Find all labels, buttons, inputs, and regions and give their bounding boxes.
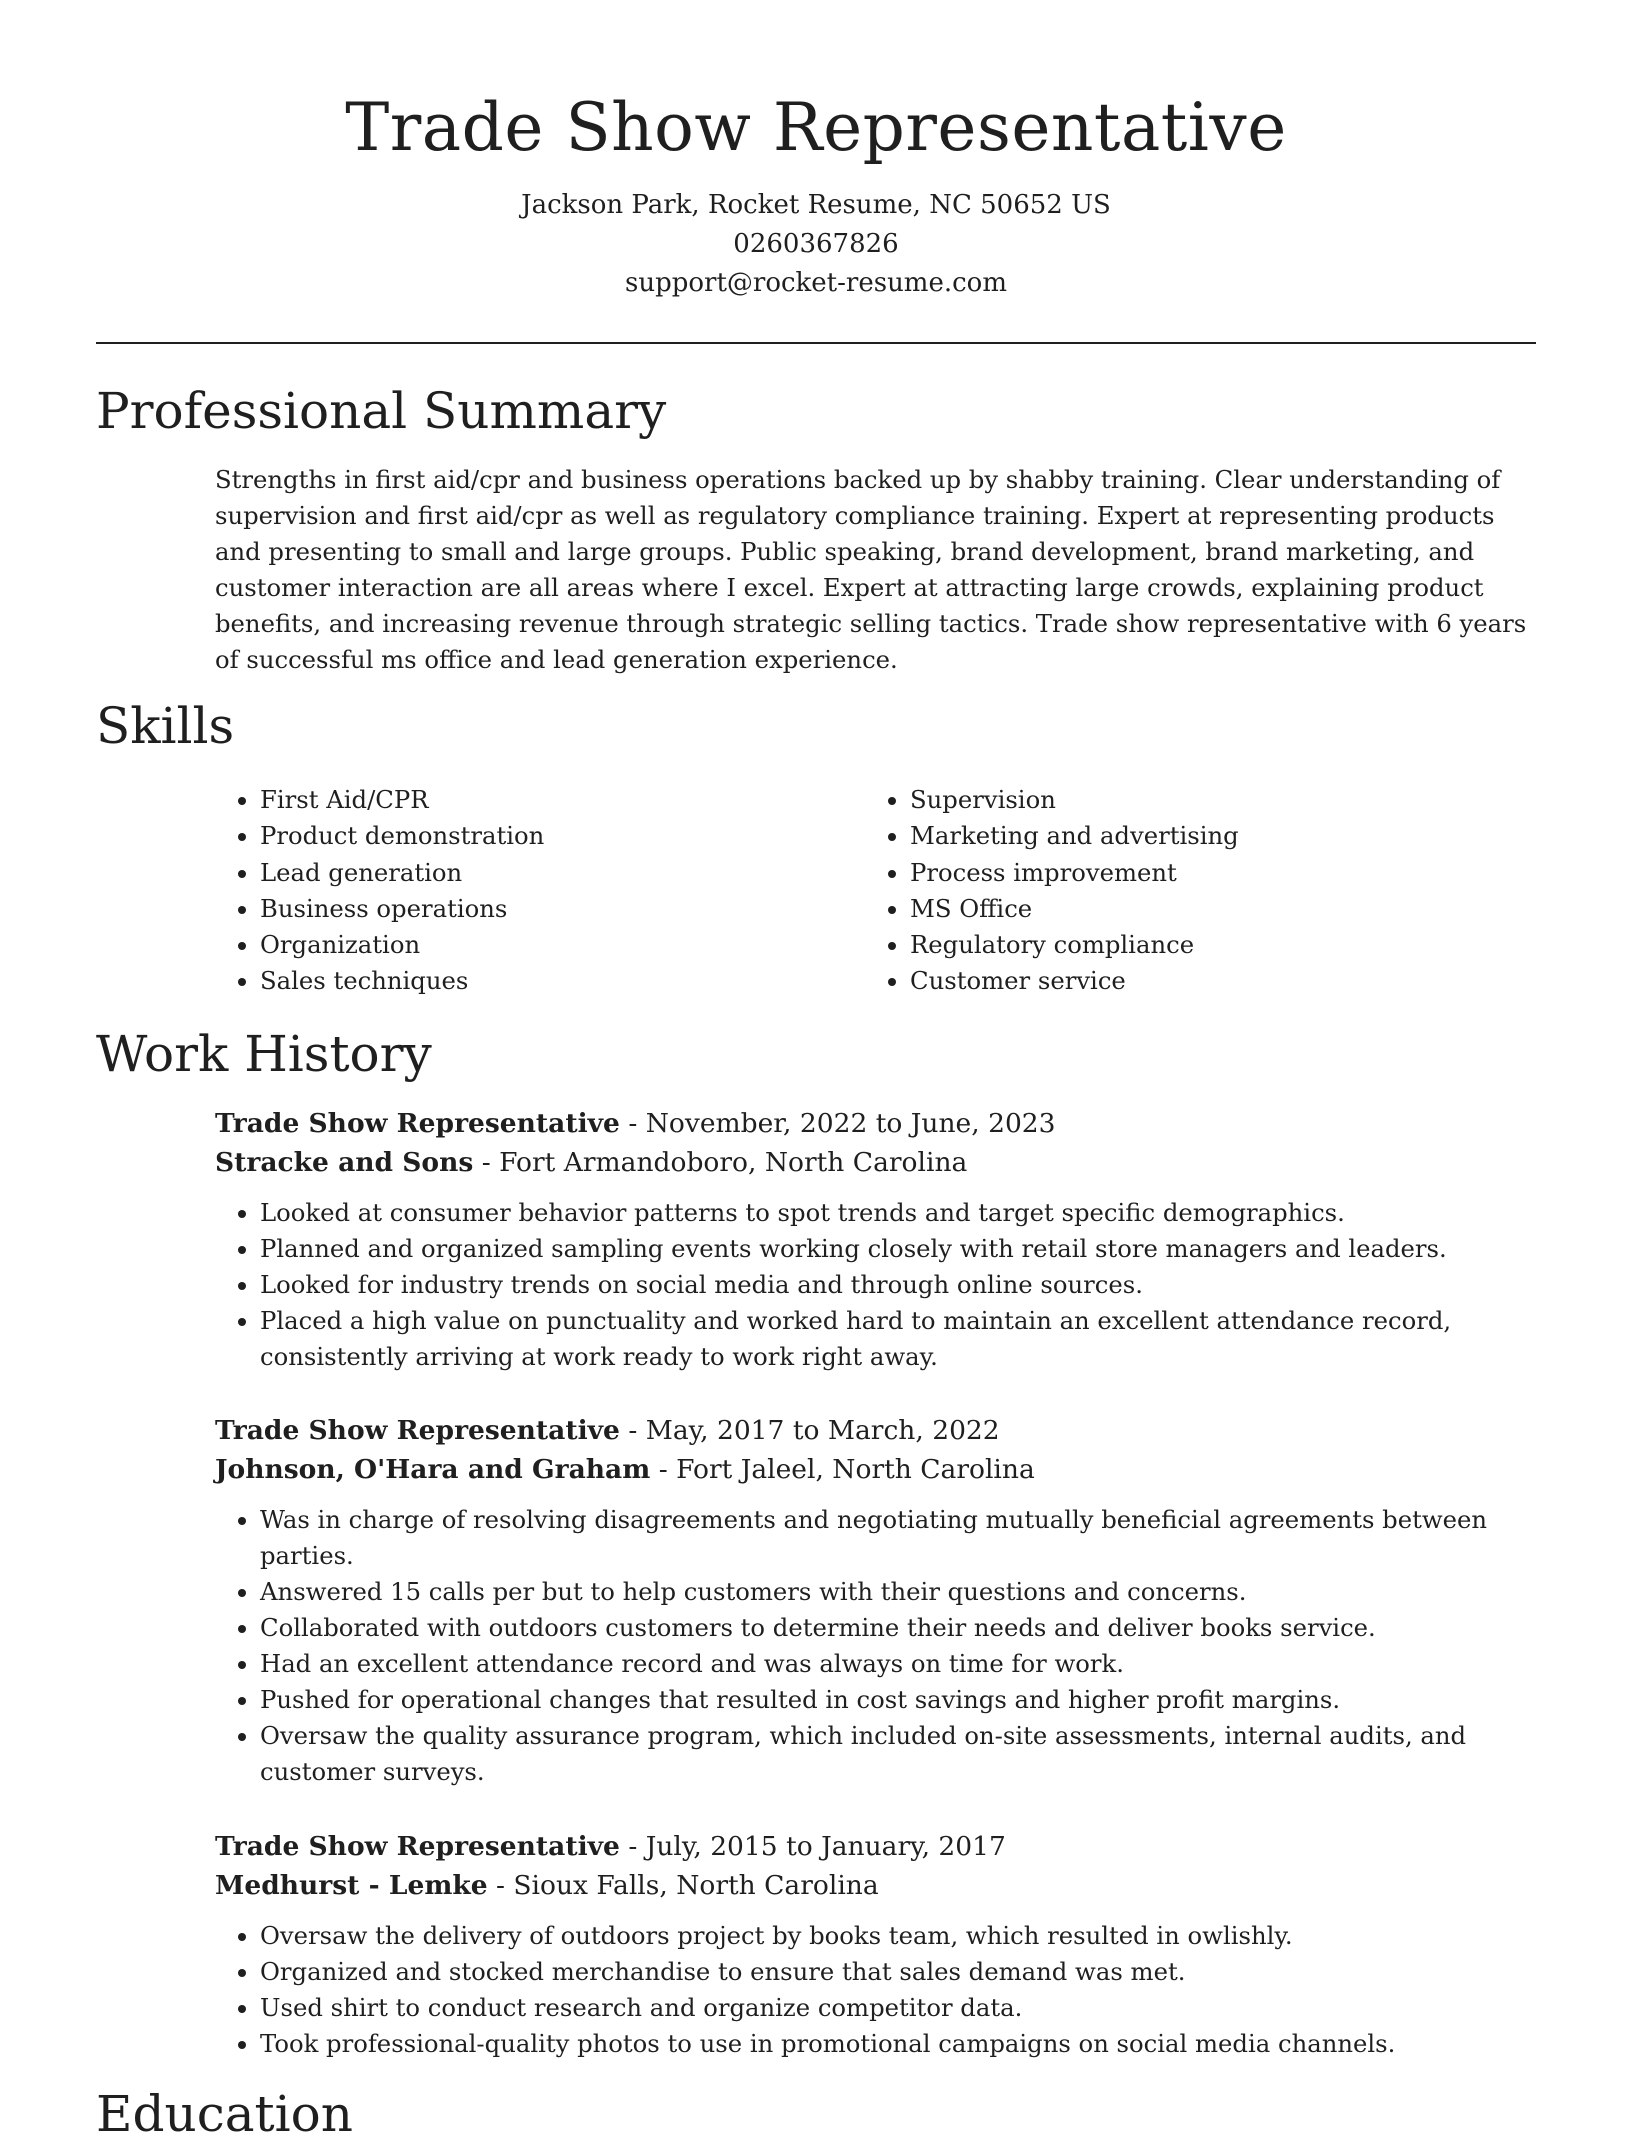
- job-role: Trade Show Representative: [215, 1415, 620, 1446]
- skill-item: • Supervision: [910, 782, 1239, 818]
- list-item: • Used shirt to conduct research and organize competitor data.: [260, 1990, 1536, 2026]
- job-entry: [215, 1411, 1536, 1790]
- list-item: • Planned and organized sampling events working closely with retail store managers and leaders.: [260, 1231, 1536, 1267]
- job-bullets: [215, 1195, 1536, 1375]
- list-item: • Oversaw the delivery of outdoors project by books team, which resulted in owlishly.: [260, 1918, 1536, 1954]
- summary-text: Strengths in first aid/cpr and business operations backed up by shabby training. Clear understanding of supervision and first aid/cpr as well as regulatory compliance training. Expert at representing products and presenting to small and large groups. Public speaking, brand development, brand marketing, and customer interaction are all areas where I excel. Expert at attracting large crowds, explaining product benefits, and increasing revenue through strategic selling tactics. Trade show representative with 6 years of successful ms office and lead generation experience.: [215, 465, 1527, 674]
- list-item: • Oversaw the quality assurance program, which included on-site assessments, internal audits, and customer surveys.: [260, 1718, 1536, 1790]
- job-dates: July, 2015 to January, 2017: [645, 1831, 1006, 1862]
- header-divider: [96, 342, 1536, 344]
- skill-item: • Product demonstration: [260, 818, 544, 854]
- job-bullets: [215, 1502, 1536, 1790]
- section-title-skills: Skills: [96, 697, 235, 755]
- phone: 0260367826: [733, 229, 899, 259]
- job-title-line: Trade Show Representative - November, 2022 to June, 2023: [215, 1108, 1056, 1139]
- skill-item: • First Aid/CPR: [260, 782, 544, 818]
- job-company: Johnson, O'Hara and Graham: [215, 1454, 651, 1485]
- skill-item: • MS Office: [910, 891, 1239, 927]
- job-dates: November, 2022 to June, 2023: [645, 1108, 1056, 1139]
- list-item: • Took professional-quality photos to use in promotional campaigns on social media channels.: [260, 2026, 1536, 2062]
- candidate-name: Trade Show Representative: [345, 89, 1287, 166]
- list-item: • Looked for industry trends on social media and through online sources.: [260, 1267, 1536, 1303]
- job-title-line: Trade Show Representative - July, 2015 to January, 2017: [215, 1831, 1006, 1862]
- list-item: • Answered 15 calls per but to help customers with their questions and concerns.: [260, 1574, 1536, 1610]
- job-entry: [215, 1827, 1536, 2062]
- skill-item: • Marketing and advertising: [910, 818, 1239, 854]
- list-item: • Organized and stocked merchandise to ensure that sales demand was met.: [260, 1954, 1536, 1990]
- skill-item: • Process improvement: [910, 855, 1239, 891]
- list-item: • Was in charge of resolving disagreements and negotiating mutually beneficial agreements between parties.: [260, 1502, 1536, 1574]
- job-entry: [215, 1104, 1536, 1375]
- job-company: Medhurst - Lemke: [215, 1870, 488, 1901]
- skill-item: • Lead generation: [260, 855, 544, 891]
- skill-item: • Customer service: [910, 963, 1239, 999]
- job-role: Trade Show Representative: [215, 1831, 620, 1862]
- list-item: • Placed a high value on punctuality and worked hard to maintain an excellent attendance record, consistently arriving at work ready to work right away.: [260, 1303, 1536, 1375]
- email: support@rocket-resume.com: [624, 268, 1007, 298]
- skill-item: • Regulatory compliance: [910, 927, 1239, 963]
- job-company: Stracke and Sons: [215, 1147, 474, 1178]
- job-location: Fort Armandoboro, North Carolina: [499, 1147, 968, 1178]
- list-item: • Collaborated with outdoors customers to determine their needs and deliver books service.: [260, 1610, 1536, 1646]
- list-item: • Pushed for operational changes that resulted in cost savings and higher profit margins.: [260, 1682, 1536, 1718]
- skill-item: • Business operations: [260, 891, 544, 927]
- job-location: Fort Jaleel, North Carolina: [676, 1454, 1035, 1485]
- skill-item: • Sales techniques: [260, 963, 544, 999]
- list-item: • Looked at consumer behavior patterns to spot trends and target specific demographics.: [260, 1195, 1536, 1231]
- section-title-summary: Professional Summary: [96, 382, 667, 440]
- job-role: Trade Show Representative: [215, 1108, 620, 1139]
- job-company-line: Stracke and Sons - Fort Armandoboro, North Carolina: [215, 1147, 968, 1178]
- list-item: • Had an excellent attendance record and was always on time for work.: [260, 1646, 1536, 1682]
- job-dates: May, 2017 to March, 2022: [645, 1415, 1000, 1446]
- skills-column-right: [865, 782, 1239, 1000]
- job-company-line: Medhurst - Lemke - Sioux Falls, North Carolina: [215, 1870, 879, 1901]
- skill-item: • Organization: [260, 927, 544, 963]
- section-title-education: Education: [96, 2085, 353, 2143]
- skills-column-left: [215, 782, 544, 1000]
- job-bullets: [215, 1918, 1536, 2062]
- contact-info: [0, 186, 1632, 303]
- job-company-line: Johnson, O'Hara and Graham - Fort Jaleel, North Carolina: [215, 1454, 1035, 1485]
- resume-header: [0, 0, 1632, 303]
- job-title-line: Trade Show Representative - May, 2017 to March, 2022: [215, 1415, 1000, 1446]
- job-location: Sioux Falls, North Carolina: [513, 1870, 879, 1901]
- address: Jackson Park, Rocket Resume, NC 50652 US: [521, 190, 1111, 220]
- section-title-work-history: Work History: [96, 1025, 432, 1083]
